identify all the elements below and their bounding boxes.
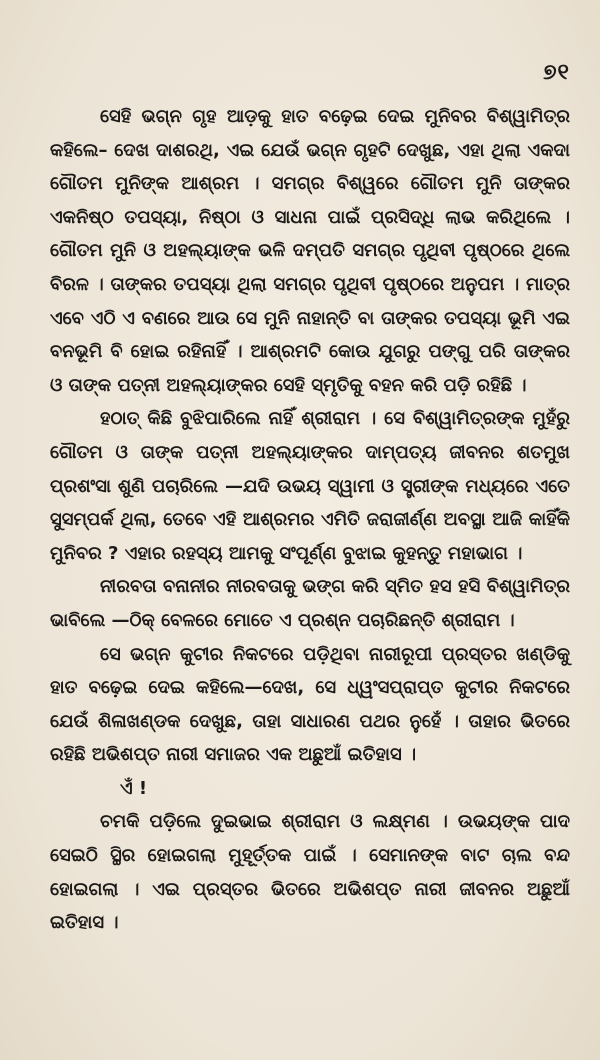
paragraph-1: ସେହି ଭଗ୍ନ ଗୃହ ଆଡ଼କୁ ହାତ ବଢ଼େଇ ଦେଇ ମୁନିବର ବିଶ୍ୱାମିତ୍ର କହିଲେ– ଦେଖ ଦାଶରଥି, ଏଇ ଯେଉଁ ଭଗ୍ନ ଗୃହଟି ଦେଖୁଛ, ଏହା ଥିଲା ଏକଦା ଗୌତମ ମୁନିଙ୍କ ଆଶ୍ରମ । ସମଗ୍ର ବିଶ୍ୱରେ ଗୌତମ ମୁନି ତାଙ୍କର ଏକନିଷ୍ଠ ତପସ୍ୟା, ନିଷ୍ଠା ଓ ସାଧନା ପାଇଁ ପ୍ରସିଦ୍ଧି ଲାଭ କରିଥିଲେ । ଗୌତମ ମୁନି ଓ ଅହଲ୍ୟାଙ୍କ ଭଳି ଦମ୍ପତି ସମଗ୍ର ପୃଥିବୀ ପୃଷ୍ଠରେ ଥିଲେ ବିରଳ । ତାଙ୍କର ତପସ୍ୟା ଥିଲା ସମଗ୍ର ପୃଥିବୀ ପୃଷ୍ଠରେ ଅନୁପମ । ମାତ୍ର ଏବେ ଏଠି ଏ ବଣରେ ଆଉ ସେ ମୁନି ନାହାନ୍ତି ବା ତାଙ୍କର ତପସ୍ୟା ଭୂମି ଏଇ ବନଭୂମି ବି ହୋଇ ରହିନାହିଁ । ଆଶ୍ରମଟି କୋଉ ଯୁଗରୁ ପଙ୍ଗୁ ପରି ତାଙ୍କର ଓ ତାଙ୍କ ପତ୍ନୀ ଅହଲ୍ୟାଙ୍କର ସେହି ସ୍ମୃତିକୁ ବହନ କରି ପଡ଼ି ରହିଛି । [50,106,570,396]
paragraph-5-exclamation: ଏଁ ! [120,777,148,799]
paragraph-6: ଚମକି ପଡ଼ିଲେ ଦୁଇଭାଇ ଶ୍ରୀରାମ ଓ ଲକ୍ଷ୍ମଣ । ଉଭୟଙ୍କ ପାଦ ସେଇଠି ସ୍ଥିର ହୋଇଗଲା ମୁହୂର୍ତ୍ତକ ପାଇଁ । ସେମାନଙ୍କ ବାଟ ଚାଲ ବନ୍ଦ ହୋଇଗଲା । ଏଇ ପ୍ରସ୍ତର ଭିତରେ ଅଭିଶପ୍ତ ନାରୀ ଜୀବନର ଅଛୁଆଁ ଇତିହାସ । [50,811,570,934]
page-number: ୭୧ [543,60,570,85]
paragraph-4: ସେ ଭଗ୍ନ କୁଟୀର ନିକଟରେ ପଡ଼ିଥିବା ନାରୀରୂପୀ ପ୍ରସ୍ତର ଖଣ୍ଡିକୁ ହାତ ବଢ଼େଇ ଦେଇ କହିଲେ—ଦେଖ, ସେ ଧ୍ୱଂସପ୍ରାପ୍ତ କୁଟୀର ନିକଟରେ ଯେଉଁ ଶିଳାଖଣ୍ଡକ ଦେଖୁଛ, ତାହା ସାଧାରଣ ପଥର ନୁହେଁ । ତାହାର ଭିତରେ ରହିଛି ଅଭିଶପ୍ତ ନାରୀ ସମାଜର ଏକ ଅଛୁଆଁ ଇତିହାସ । [50,643,570,766]
paragraph-3: ନୀରବତା ବନାନୀର ନୀରବତାକୁ ଭଙ୍ଗ କରି ସ୍ମିତ ହସ ହସି ବିଶ୍ୱାମିତ୍ର ଭାବିଲେ —ଠିକ୍ ବେଳରେ ମୋତେ ଏ ପ୍ରଶ୍ନ ପଚାରିଛନ୍ତି ଶ୍ରୀରାମ । [50,576,570,631]
page-body [50,100,570,940]
paragraph-2: ହଠାତ୍ କିଛି ବୁଝିପାରିଲେ ନାହିଁ ଶ୍ରୀରାମ । ସେ ବିଶ୍ୱାମିତ୍ରଙ୍କ ମୁହଁରୁ ଗୌତମ ଓ ତାଙ୍କ ପତ୍ନୀ ଅହଲ୍ୟାଙ୍କର ଦାମ୍ପତ୍ୟ ଜୀବନର ଶତମୁଖ ପ୍ରଶଂସା ଶୁଣି ପଚାରିଲେ —ଯଦି ଉଭୟ ସ୍ୱାମୀ ଓ ସ୍ତ୍ରୀଙ୍କ ମଧ୍ୟରେ ଏତେ ସୁସମ୍ପର୍କ ଥିଲା, ତେବେ ଏହି ଆଶ୍ରମର ଏମିତି ଜରାଜୀର୍ଣ୍ଣ ଅବସ୍ଥା ଆଜି କାହିଁକି ମୁନିବର ? ଏହାର ରହସ୍ୟ ଆମକୁ ସଂପୂର୍ଣ୍ଣ ବୁଝାଇ କୁହନ୍ତୁ ମହାଭାଗ । [50,408,570,564]
